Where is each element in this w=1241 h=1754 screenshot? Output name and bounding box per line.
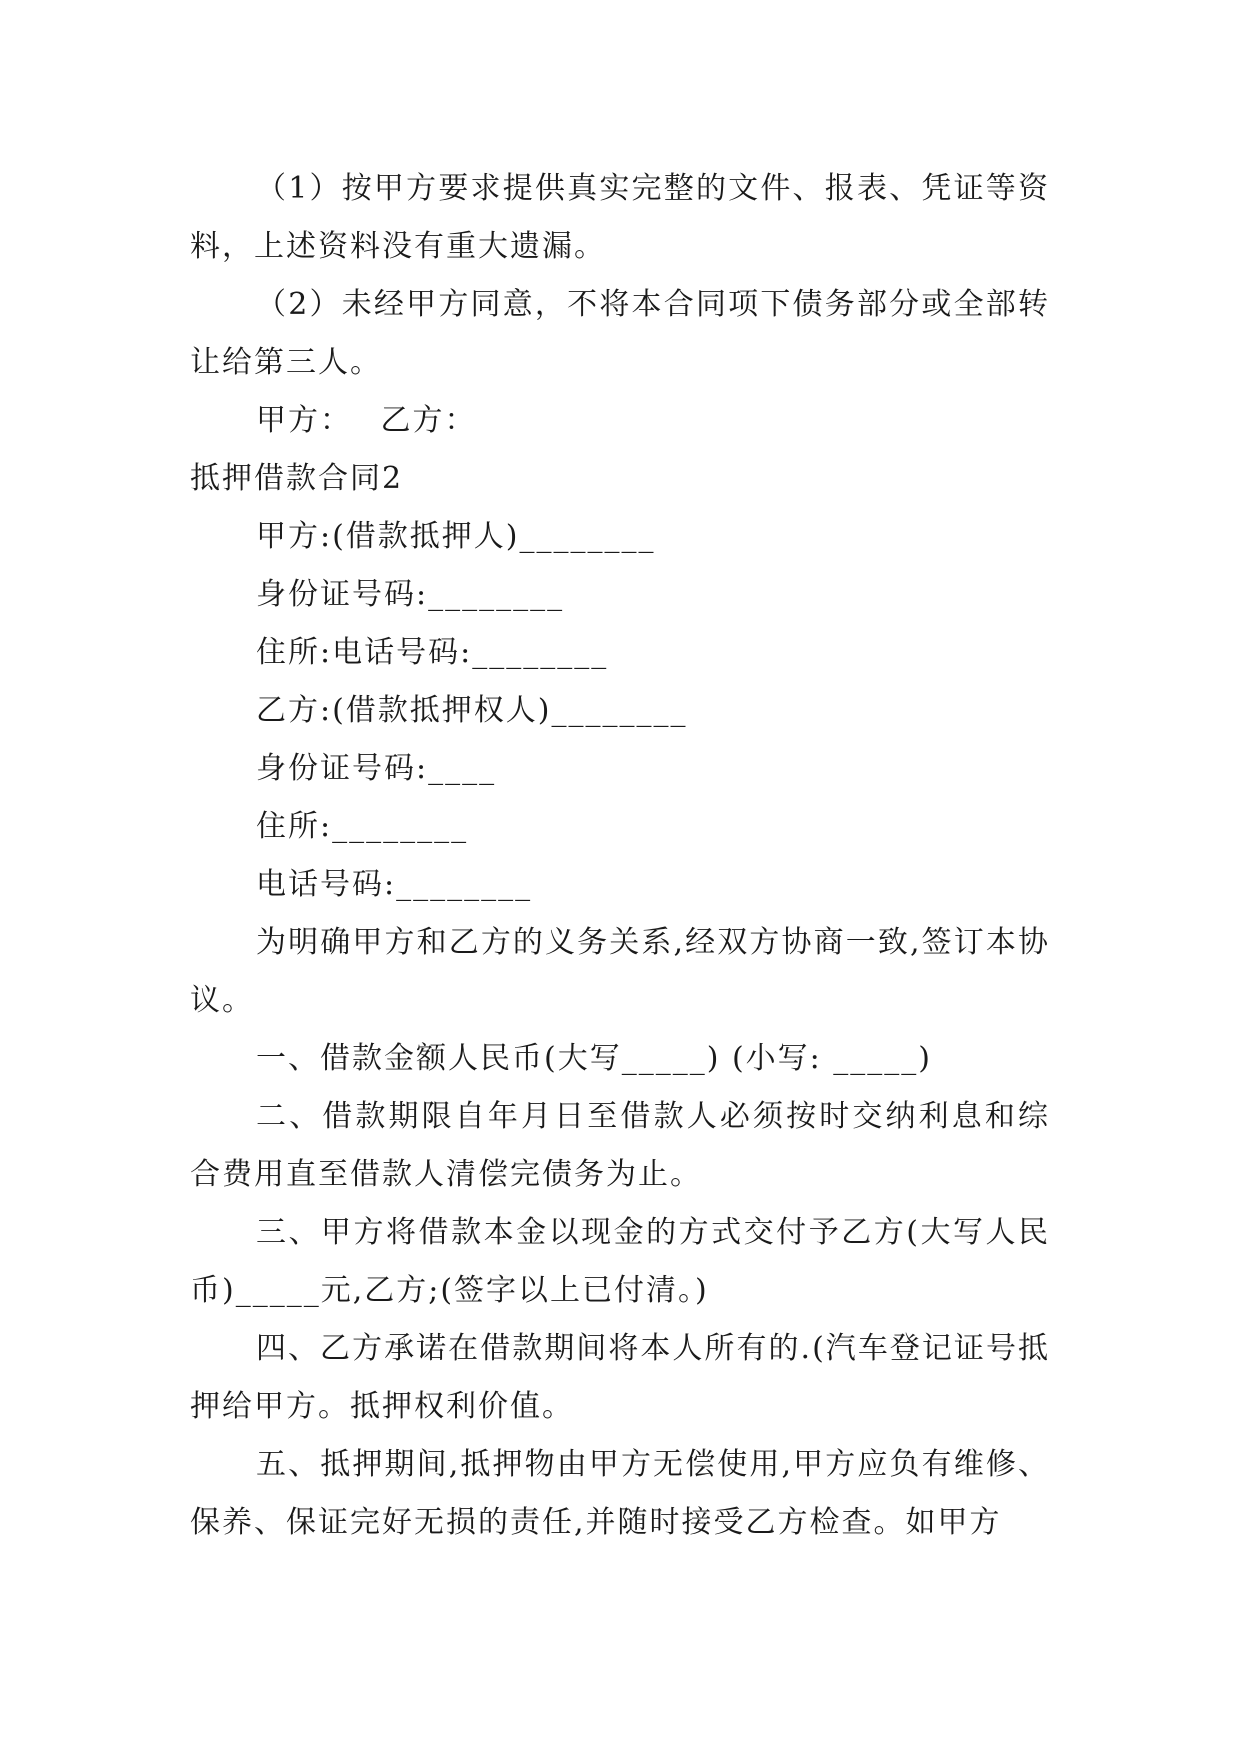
party-b-phone-line: 电话号码:________ (256, 867, 533, 902)
article-5-collateral-use: 五、抵押期间,抵押物由甲方无偿使用,甲方应负有维修、保养、保证完好无损的责任,并随时接受乙方检查。如甲方 (190, 1447, 1050, 1540)
article-1-loan-amount: 一、借款金额人民币(大写_____) (小写: _____) (256, 1041, 932, 1076)
document-body (190, 160, 1050, 1552)
preamble-paragraph: 为明确甲方和乙方的义务关系,经双方协商一致,签订本协议。 (190, 925, 1050, 1018)
article-2-loan-term: 二、借款期限自年月日至借款人必须按时交纳利息和综合费用直至借款人清偿完债务为止。 (190, 1099, 1050, 1192)
party-a-id-line: 身份证号码:________ (256, 577, 565, 612)
contract-title: 抵押借款合同2 (190, 461, 404, 496)
party-b-line: 乙方:(借款抵押权人)________ (256, 693, 688, 728)
party-b-id-line: 身份证号码:____ (256, 751, 497, 786)
article-3-payment: 三、甲方将借款本金以现金的方式交付予乙方(大写人民币)_____元,乙方;(签字以上已付清。) (190, 1215, 1050, 1308)
party-a-line: 甲方:(借款抵押人)________ (256, 519, 656, 554)
article-4-collateral: 四、乙方承诺在借款期间将本人所有的.(汽车登记证号抵押给甲方。抵押权利价值。 (190, 1331, 1050, 1424)
party-b-address-line: 住所:________ (256, 809, 469, 844)
paragraph-clause-1: （1）按甲方要求提供真实完整的文件、报表、凭证等资料，上述资料没有重大遗漏。 (190, 171, 1050, 264)
party-a-address-phone-line: 住所:电话号码:________ (256, 635, 609, 670)
paragraph-clause-2: （2）未经甲方同意，不将本合同项下债务部分或全部转让给第三人。 (190, 287, 1050, 380)
signature-line: 甲方： 乙方： (256, 403, 477, 438)
